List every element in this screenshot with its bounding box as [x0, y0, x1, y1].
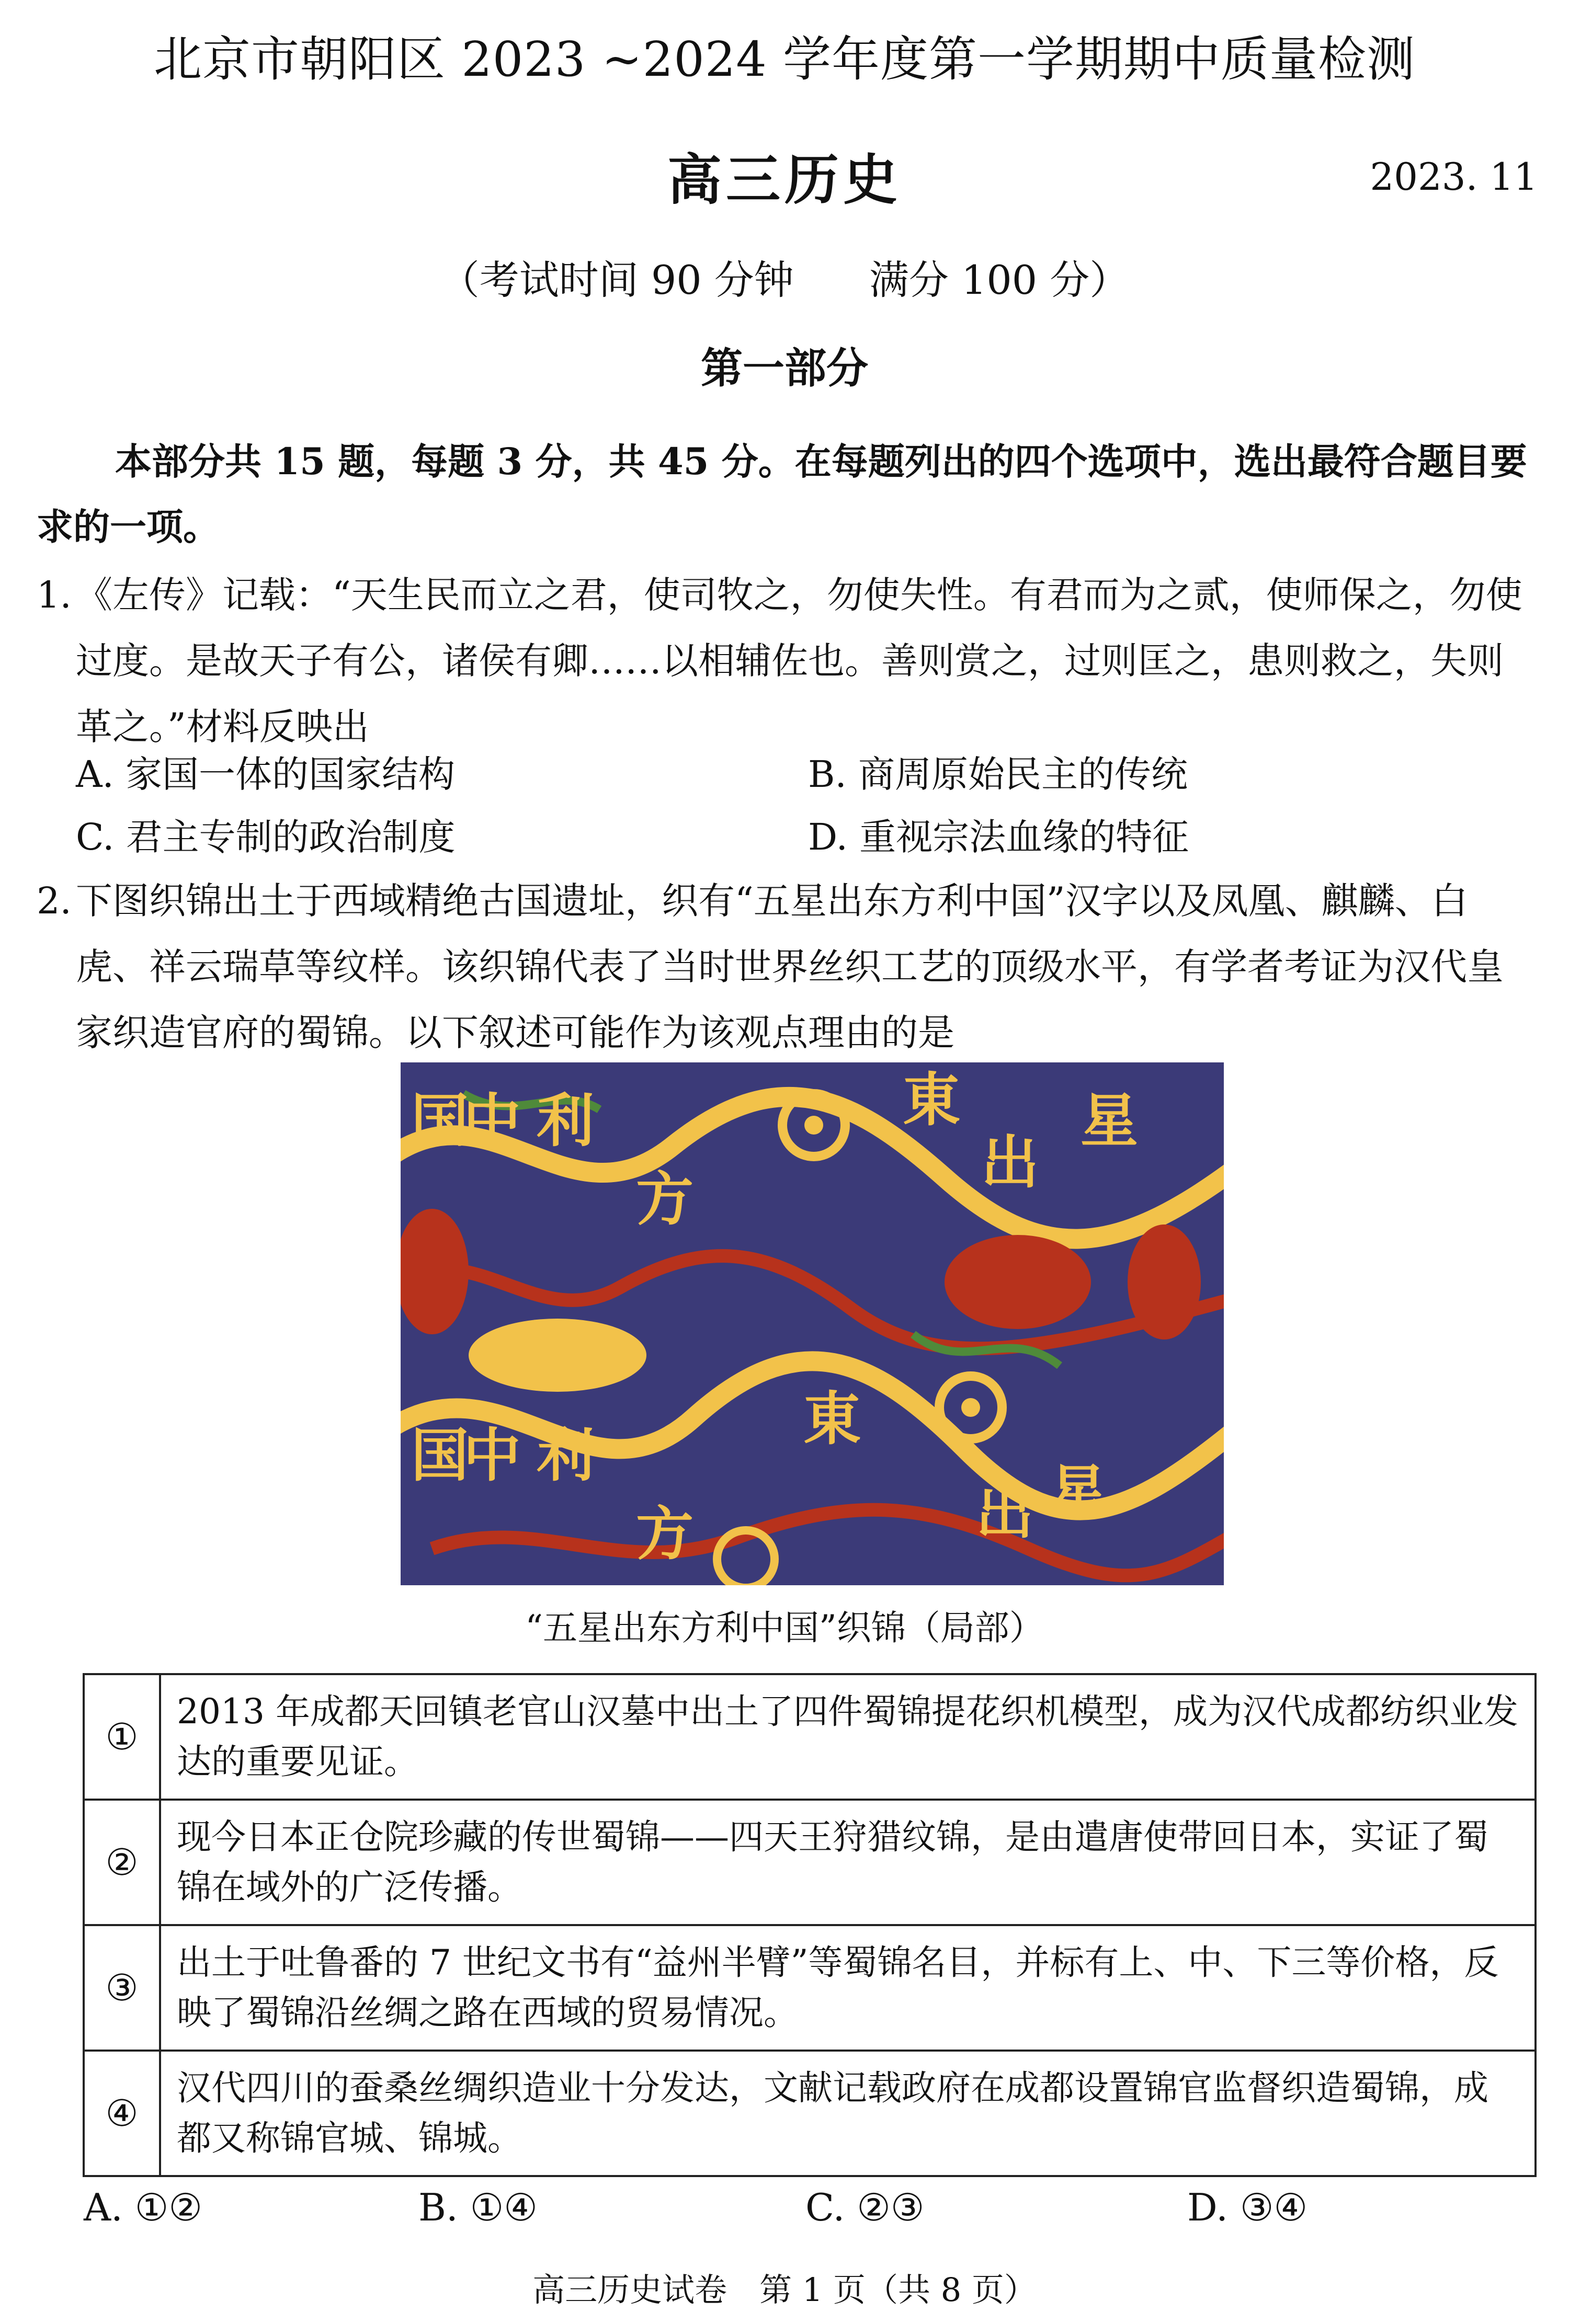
exam-time: （考试时间 90 分钟 [439, 257, 794, 303]
svg-text:星: 星 [1081, 1087, 1138, 1154]
svg-text:出: 出 [981, 1129, 1039, 1196]
part-instruction: 本部分共 15 题，每题 3 分，共 45 分。在每题列出的四个选项中，选出最符合题目要求的一项。 [37, 440, 1527, 548]
question-stem: 《左传》记载：“天生民而立之君，使司牧之，勿使失性。有君而为之贰，使师保之，勿使过度。是故天子有公，诸侯有卿……以相辅佐也。善则赏之，过则匡之，患则救之，失则革之。”材料反映出 [76, 574, 1522, 748]
svg-text:利: 利 [537, 1087, 594, 1154]
figure-caption: “五星出东方利中国”织锦（局部） [525, 1608, 1044, 1648]
svg-text:出: 出 [976, 1479, 1033, 1547]
svg-text:中: 中 [463, 1422, 521, 1489]
statement-mark: ③ [84, 1925, 160, 2051]
table-row [84, 1925, 1536, 2051]
question-1 [37, 562, 1538, 760]
full-score: 满分 100 分） [869, 257, 1130, 303]
q2-option-a[interactable]: A. ①② [84, 2185, 202, 2229]
statement-text: 汉代四川的蚕桑丝绸织造业十分发达，文献记载政府在成都设置锦官监督织造蜀锦，成都又称锦官城、锦城。 [160, 2051, 1536, 2176]
question-number: 1. [37, 574, 72, 616]
statement-mark: ① [84, 1674, 160, 1800]
svg-text:利: 利 [537, 1422, 594, 1489]
statement-text: 出土于吐鲁番的 7 世纪文书有“益州半臂”等蜀锦名目，并标有上、中、下三等价格，反映了蜀锦沿丝绸之路在西域的贸易情况。 [160, 1925, 1536, 2051]
brocade-image [401, 1062, 1224, 1585]
exam-info [0, 248, 1569, 305]
svg-text:東: 東 [903, 1066, 960, 1134]
table-row [84, 1674, 1536, 1800]
q2-option-c[interactable]: C. ②③ [805, 2185, 925, 2229]
q1-option-d[interactable]: D. 重视宗法血缘的特征 [808, 816, 1189, 858]
statement-mark: ② [84, 1800, 160, 1925]
table-row [84, 1800, 1536, 1925]
question-number: 2. [37, 879, 72, 922]
question-stem: 下图织锦出土于西域精绝古国遗址，织有“五星出东方利中国”汉字以及凤凰、麒麟、白虎、祥云瑞草等纹样。该织锦代表了当时世界丝织工艺的顶级水平，有学者考证为汉代皇家织造官府的蜀锦。以下叙述可能作为该观点理由的是 [76, 879, 1504, 1054]
svg-text:国: 国 [411, 1422, 469, 1489]
q2-option-d[interactable]: D. ③④ [1187, 2185, 1308, 2229]
q1-option-c[interactable]: C. 君主专制的政治制度 [76, 816, 456, 858]
part-title: 第一部分 [701, 344, 868, 393]
statement-mark: ④ [84, 2051, 160, 2176]
q1-option-a[interactable]: A. 家国一体的国家结构 [76, 753, 456, 796]
svg-text:方: 方 [636, 1500, 693, 1567]
exam-date: 2023. 11 [1370, 155, 1538, 199]
svg-text:中: 中 [463, 1087, 521, 1154]
table-row [84, 2051, 1536, 2176]
svg-text:国: 国 [411, 1087, 469, 1154]
subject-title: 高三历史 [667, 147, 902, 212]
statement-text: 2013 年成都天回镇老官山汉墓中出土了四件蜀锦提花织机模型，成为汉代成都纺织业发达的重要见证。 [160, 1674, 1536, 1800]
svg-text:方: 方 [636, 1165, 693, 1233]
question-2 [37, 868, 1538, 1066]
exam-title: 北京市朝阳区 2023 ~2024 学年度第一学期期中质量检测 [153, 31, 1416, 87]
svg-text:星: 星 [1049, 1458, 1107, 1526]
q1-option-b[interactable]: B. 商周原始民主的传统 [808, 753, 1188, 796]
statements-table [83, 1673, 1537, 2177]
svg-text:東: 東 [803, 1385, 861, 1452]
statement-text: 现今日本正仓院珍藏的传世蜀锦——四天王狩猎纹锦，是由遣唐使带回日本，实证了蜀锦在域外的广泛传播。 [160, 1800, 1536, 1925]
page-footer: 高三历史试卷 第 1 页（共 8 页） [532, 2271, 1037, 2309]
q2-option-b[interactable]: B. ①④ [418, 2185, 538, 2229]
